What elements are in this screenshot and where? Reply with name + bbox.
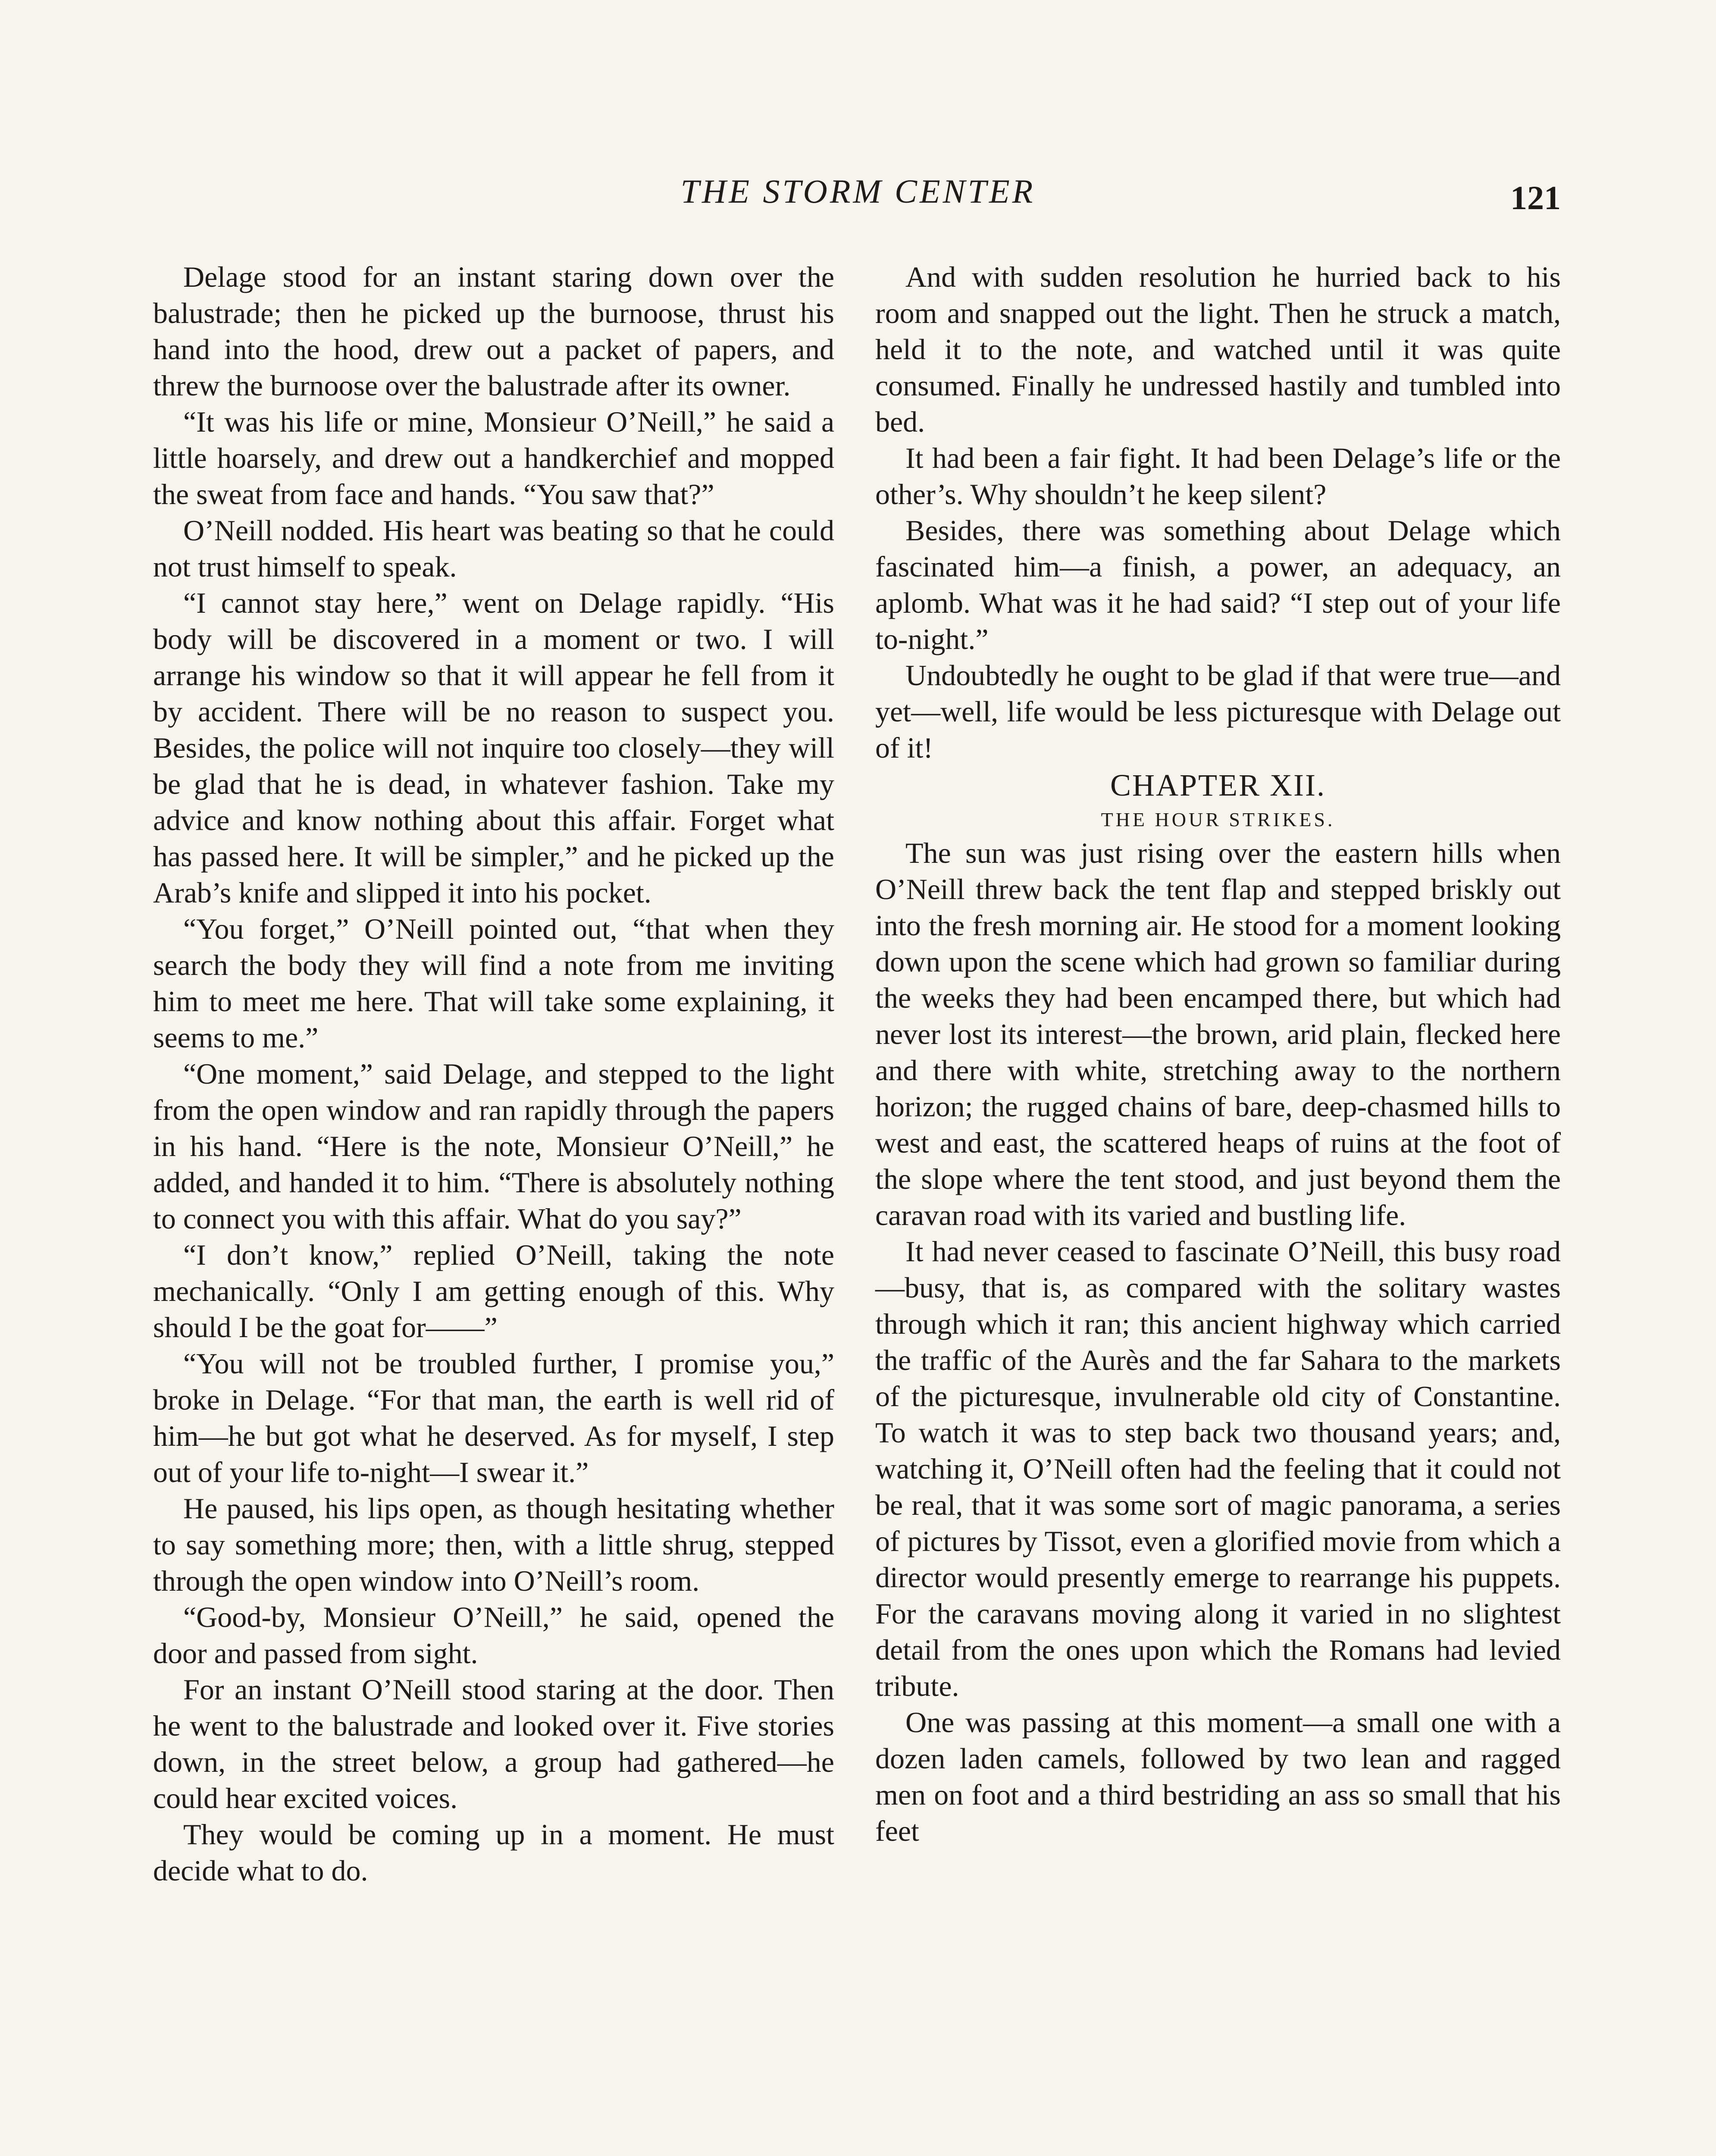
page-number: 121 [1510, 179, 1561, 216]
paragraph: They would be coming up in a moment. He must decide what to do. [153, 1818, 834, 1887]
paragraph: One was passing at this moment—a small one with a dozen laden camels, followed by two lean and ragged men on foot and a third bestriding an ass so small that his feet [875, 1706, 1561, 1847]
paragraph: Besides, there was something about Delage which fascinated him—a finish, a power, an adequacy, an aplomb. What was it he had said? “I step out of your life to-night.” [875, 514, 1561, 655]
paragraph: “Good-by, Monsieur O’Neill,” he said, opened the door and passed from sight. [153, 1601, 834, 1670]
paragraph: And with sudden resolution he hurried back to his room and snapped out the light. Then he struck a match, held it to the note, and watched until it was quite consumed. Finally he undressed hastily and tumbled into bed. [875, 260, 1561, 438]
paragraph: “One moment,” said Delage, and stepped to the light from the open window and ran rapidly through the papers in his hand. “Here is the note, Monsieur O’Neill,” he added, and handed it to him. “There is absolutely nothing to connect you with this affair. What do you say?” [153, 1057, 834, 1235]
paragraph: He paused, his lips open, as though hesitating whether to say something more; then, with a little shrug, stepped through the open window into O’Neill’s room. [153, 1492, 834, 1597]
paragraph: It had never ceased to fascinate O’Neill, this busy road—busy, that is, as compared with the solitary wastes through which it ran; this ancient highway which carried the traffic of the Aurès and the far Sahara to the markets of the picturesque, invulnerable old city of Constantine. To watch it was to step back two thousand years; and, watching it, O’Neill often had the feeling that it could not be real, that it was some sort of magic panorama, a series of pictures by Tissot, even a glorified movie from which a director would presently emerge to rearrange his puppets. For the caravans moving along it varied in no slightest detail from the ones upon which the Romans had levied tribute. [875, 1235, 1561, 1702]
paragraph: For an instant O’Neill stood staring at the door. Then he went to the balustrade and looked over it. Five stories down, in the street below, a group had gathered—he could hear excited voices. [153, 1673, 834, 1814]
right-column [875, 259, 1561, 1849]
paragraph: “I don’t know,” replied O’Neill, taking the note mechanically. “Only I am getting enough of this. Why should I be the goat for——” [153, 1238, 834, 1344]
paragraph: Undoubtedly he ought to be glad if that were true—and yet—well, life would be less picturesque with Delage out of it! [875, 659, 1561, 764]
paragraph: It had been a fair fight. It had been Delage’s life or the other’s. Why shouldn’t he keep silent? [875, 442, 1561, 511]
paragraph: “You forget,” O’Neill pointed out, “that when they search the body they will find a note from me inviting him to meet me here. That will take some explaining, it seems to me.” [153, 912, 834, 1054]
paragraph: “It was his life or mine, Monsieur O’Neill,” he said a little hoarsely, and drew out a handkerchief and mopped the sweat from face and hands. “You saw that?” [153, 405, 834, 511]
paragraph: Delage stood for an instant staring down over the balustrade; then he picked up the burnoose, thrust his hand into the hood, drew out a packet of papers, and threw the burnoose over the balustrade after its owner. [153, 260, 834, 402]
left-column [153, 259, 834, 1889]
paragraph: “You will not be troubled further, I promise you,” broke in Delage. “For that man, the earth is well rid of him—he but got what he deserved. As for myself, I step out of your life to-night—I swear it.” [153, 1347, 834, 1489]
paragraph: O’Neill nodded. His heart was beating so that he could not trust himself to speak. [153, 514, 834, 583]
paragraph: The sun was just rising over the eastern hills when O’Neill threw back the tent flap and stepped briskly out into the fresh morning air. He stood for a moment looking down upon the scene which had grown so familiar during the weeks they had been encamped there, but which had never lost its interest—the brown, arid plain, flecked here and there with white, stretching away to the northern horizon; the rugged chains of bare, deep-chasmed hills to west and east, the scattered heaps of ruins at the foot of the slope where the tent stood, and just beyond them the caravan road with its varied and bustling life. [875, 837, 1561, 1232]
chapter-heading: CHAPTER XII. [1110, 768, 1326, 802]
chapter-subtitle: THE HOUR STRIKES. [1101, 808, 1335, 830]
paragraph: “I cannot stay here,” went on Delage rapidly. “His body will be discovered in a moment or two. I will arrange his window so that it will appear he fell from it by accident. There will be no reason to suspect you. Besides, the police will not inquire too closely—they will be glad that he is dead, in whatever fashion. Take my advice and know nothing about this affair. Forget what has passed here. It will be simpler,” and he picked up the Arab’s knife and slipped it into his pocket. [153, 586, 834, 909]
running-title: THE STORM CENTER [680, 172, 1036, 210]
